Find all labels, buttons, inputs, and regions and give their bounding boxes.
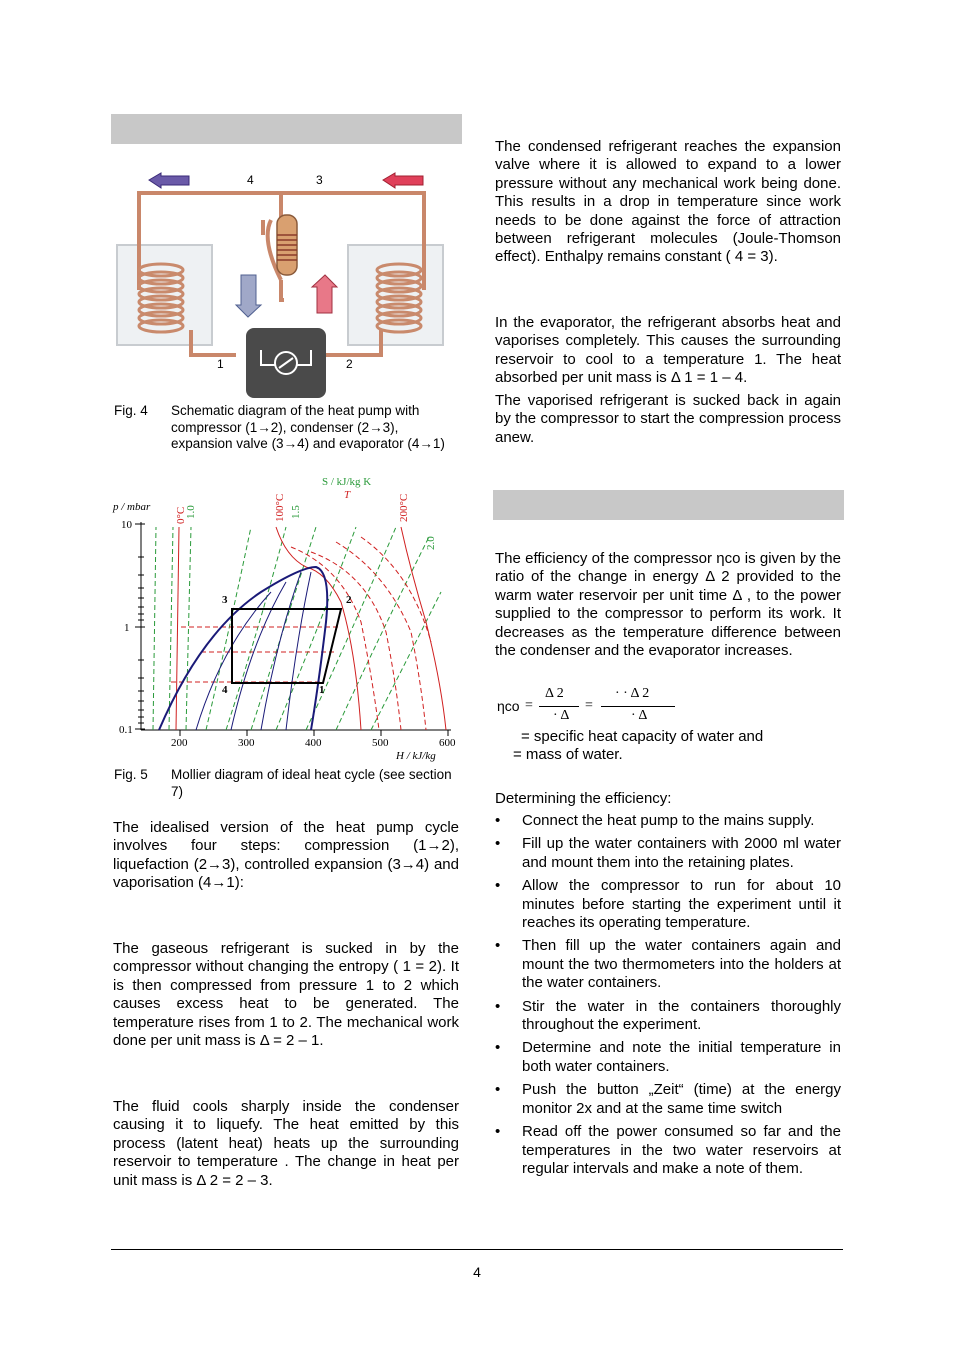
axes [135, 522, 451, 736]
y-axis-label: p / mbar [113, 501, 151, 513]
x-tick-200: 200 [171, 737, 188, 749]
saturation-dome [159, 567, 327, 730]
fig5-caption [114, 767, 462, 803]
isentropes [153, 527, 441, 730]
list-item: • Connect the heat pump to the mains supply. [495, 812, 841, 830]
entropy-label: S / kJ/kg K [322, 476, 372, 488]
y-tick-10: 10 [121, 519, 132, 531]
definition-mass: = mass of water. [513, 746, 623, 763]
footer-rule [111, 1249, 843, 1250]
fig4-label-2: 2 [346, 357, 353, 371]
cold-arrow-icon [149, 173, 189, 188]
cycle-point-2: 2 [346, 594, 352, 606]
isotherm-label-0c: 0°C [175, 506, 187, 524]
formula-eta: ηco [497, 698, 520, 714]
cycle-point-4: 4 [222, 684, 228, 696]
expansion-paragraph: The condensed refrigerant reaches the expansion valve where it is allowed to expand to a lower pressure without any mechanical work being done. This results in a drop in temperature since work needs to be done against the force of attraction between refrigerant molecules (Joule-Thomson effect). Enthalpy remains constant ( 4 = 3). [495, 138, 841, 266]
fig4-caption [114, 403, 462, 455]
fig4-label-1: 1 [217, 357, 224, 371]
expansion-valve [277, 215, 297, 275]
x-tick-500: 500 [372, 737, 389, 749]
isentrope-label-1-0: 1.0 [185, 505, 197, 519]
isentrope-label-1-5: 1.5 [290, 505, 302, 519]
list-item: • Allow the compressor to run for about 10 minutes before starting the experiment until it reaches its operating temperature. [495, 877, 841, 932]
list-item: • Stir the water in the containers thoroughly throughout the experiment. [495, 998, 841, 1035]
page-number: 4 [473, 1264, 481, 1280]
determining-heading: Determining the efficiency: [495, 790, 672, 807]
definition-heat-capacity: = specific heat capacity of water and [521, 728, 764, 745]
fig4-label-3: 3 [316, 173, 323, 187]
warm-arrow-icon [383, 173, 423, 188]
y-tick-1: 1 [124, 622, 130, 634]
formula-den-2: · Δ [631, 708, 648, 723]
cycle-point-1: 1 [319, 684, 325, 696]
formula-den-1: · Δ [553, 708, 570, 723]
evaporator-paragraph-1: In the evaporator, the refrigerant absorbs heat and vaporises completely. This causes the surrounding reservoir to cool to a temperature 1. The heat absorbed per unit mass is Δ 1 = 1 – 4. [495, 314, 841, 387]
fig5-caption-text: Mollier diagram of ideal heat cycle (see section 7) [171, 767, 452, 799]
cycle-point-3: 3 [222, 594, 228, 606]
fig4-caption-text: Schematic diagram of the heat pump with compressor (1→2), condenser (2→3), expansion valve (3→4) and evaporator (4→1) [171, 403, 445, 451]
isotherm-label-100c: 100°C [274, 493, 286, 522]
temperature-label: T [344, 489, 351, 501]
procedure-list [495, 812, 841, 1183]
fig4-label-4: 4 [247, 173, 254, 187]
formula-num-1: Δ 2 [545, 686, 564, 701]
efficiency-paragraph: The efficiency of the compressor ηco is given by the ratio of the change in energy Δ 2 provided to the warm water reservoir per unit time Δ , to the power supplied to the compressor to perform its work. It decreases as the temperature difference between the condenser and the evaporator increases. [495, 550, 841, 660]
formula-fraction-bar-2 [601, 706, 675, 707]
x-axis-label: H / kJ/kg [396, 750, 436, 762]
formula-eq-1: = [525, 698, 533, 713]
formula-fraction-bar-1 [539, 706, 579, 707]
isotherms [176, 527, 446, 730]
fig5-caption-number: Fig. 5 [114, 767, 148, 782]
mollier-diagram [111, 472, 462, 764]
x-tick-400: 400 [305, 737, 322, 749]
x-tick-300: 300 [238, 737, 255, 749]
section-header-bar-right [493, 490, 844, 520]
list-item: • Push the button „Zeit“ (time) at the energy monitor 2x and at the same time switch [495, 1081, 841, 1118]
formula-num-2: · · Δ 2 [615, 686, 650, 701]
high-pressure-arrow-icon [312, 275, 337, 313]
low-pressure-arrow-icon [236, 275, 261, 317]
list-item: • Fill up the water containers with 2000 ml water and mount them into the retaining plates. [495, 835, 841, 872]
formula-eq-2: = [585, 698, 593, 713]
heat-pump-schematic [111, 160, 462, 405]
intro-paragraph: The idealised version of the heat pump cycle involves four steps: compression (1→2), liquefaction (2→3), controlled expansion (3→4) and vaporisation (4→1): [113, 819, 459, 892]
compression-paragraph: The gaseous refrigerant is sucked in by the compressor without changing the entropy ( 1 = 2). It is then compressed from pressure 1 to 2 which causes excess heat to be generated. The temperature rises from 1 to 2. The mechanical work done per unit mass is Δ = 2 – 1. [113, 940, 459, 1050]
y-tick-01: 0.1 [119, 724, 133, 736]
fig4-caption-number: Fig. 4 [114, 403, 148, 418]
isotherm-label-200c: 200°C [398, 493, 410, 522]
section-header-bar-left [111, 114, 462, 144]
efficiency-formula [497, 686, 697, 726]
evaporator-paragraph-2: The vaporised refrigerant is sucked back in again by the compressor to start the compression process anew. [495, 392, 841, 446]
x-tick-600: 600 [439, 737, 456, 749]
isentrope-label-2-0: 2.0 [425, 536, 437, 550]
list-item: • Then fill up the water containers again and mount the two thermometers into the holders at the water containers. [495, 937, 841, 992]
condenser-paragraph: The fluid cools sharply inside the condenser causing it to liquefy. The heat emitted by this process (latent heat) heats up the surrounding reservoir to temperature . The change in heat per unit mass is Δ 2 = 2 – 3. [113, 1098, 459, 1189]
list-item: • Determine and note the initial temperature in both water containers. [495, 1039, 841, 1076]
compressor [246, 328, 326, 398]
list-item: • Read off the power consumed so far and the temperatures in the two water reservoirs at regular intervals and make a note of them. [495, 1123, 841, 1178]
